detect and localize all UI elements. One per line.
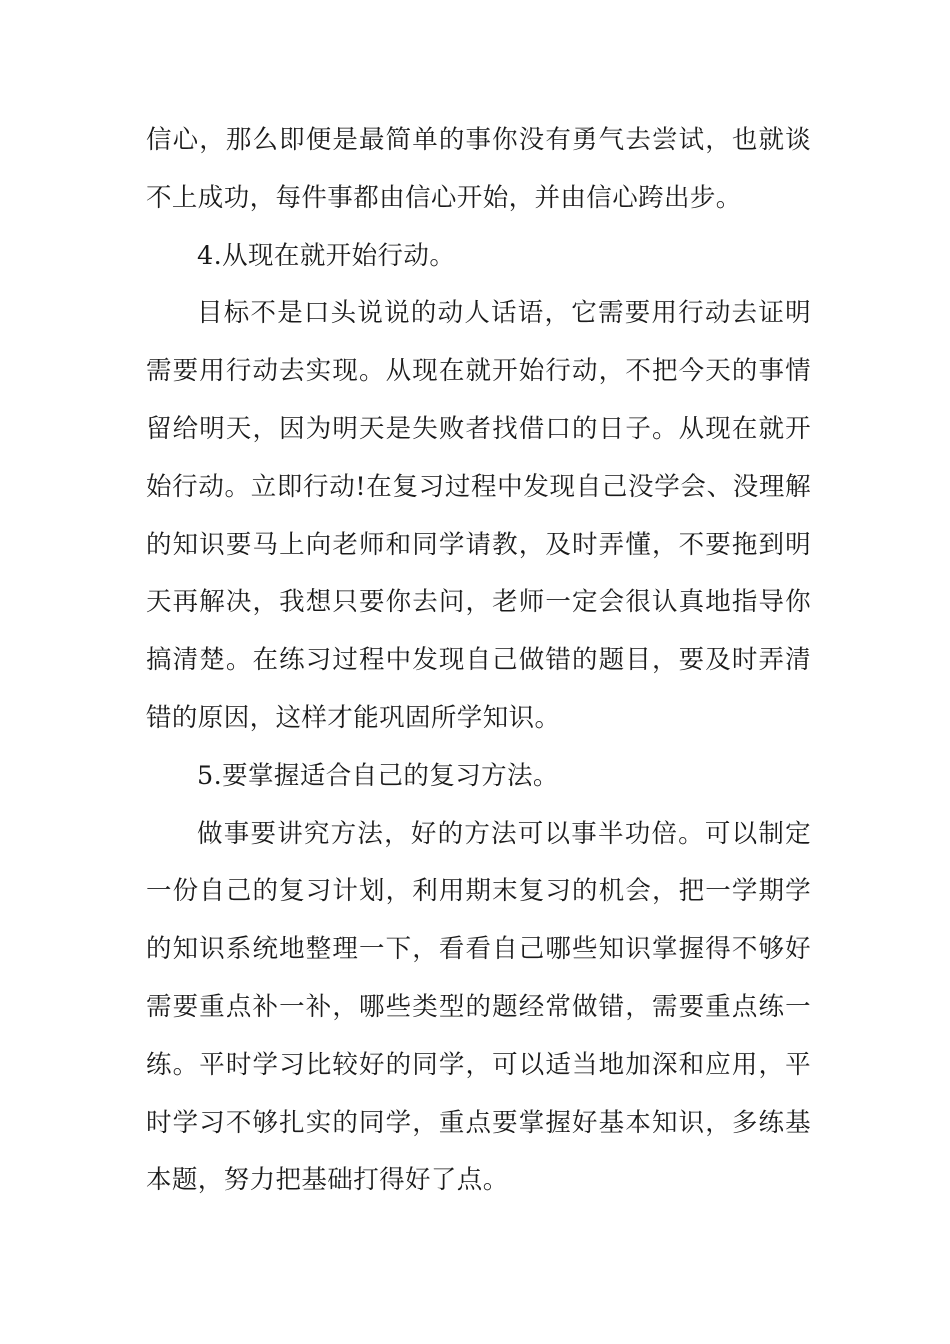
paragraph-confidence-continuation: 信心，那么即便是最简单的事你没有勇气去尝试，也就谈不上成功，每件事都由信心开始，并由信心跨出步。 — [146, 125, 811, 213]
paragraph-act-now: 目标不是口头说说的动人话语，它需要用行动去证明需要用行动去实现。从现在就开始行动，不把今天的事情留给明天，因为明天是失败者找借口的日子。从现在就开始行动。立即行动!在复习过程中发现自己没学会、没理解的知识要马上向老师和同学请教，及时弄懂，不要拖到明天再解决，我想只要你去问，老师一定会很认真地指导你搞清楚。在练习过程中发现自己做错的题目，要及时弄清错的原因，这样才能巩固所学知识。 — [146, 298, 811, 733]
section-heading-5: 5.要掌握适合自己的复习方法。 — [197, 760, 559, 791]
paragraph-review-method: 做事要讲究方法，好的方法可以事半功倍。可以制定一份自己的复习计划，利用期末复习的机会，把一学期学的知识系统地整理一下，看看自己哪些知识掌握得不够好需要重点补一补，哪些类型的题经常做错，需要重点练一练。平时学习比较好的同学，可以适当地加深和应用，平时学习不够扎实的同学，重点要掌握好基本知识，多练基本题，努力把基础打得好了点。 — [146, 818, 811, 1196]
document-body — [146, 112, 811, 1210]
section-heading-4: 4.从现在就开始行动。 — [197, 240, 456, 271]
